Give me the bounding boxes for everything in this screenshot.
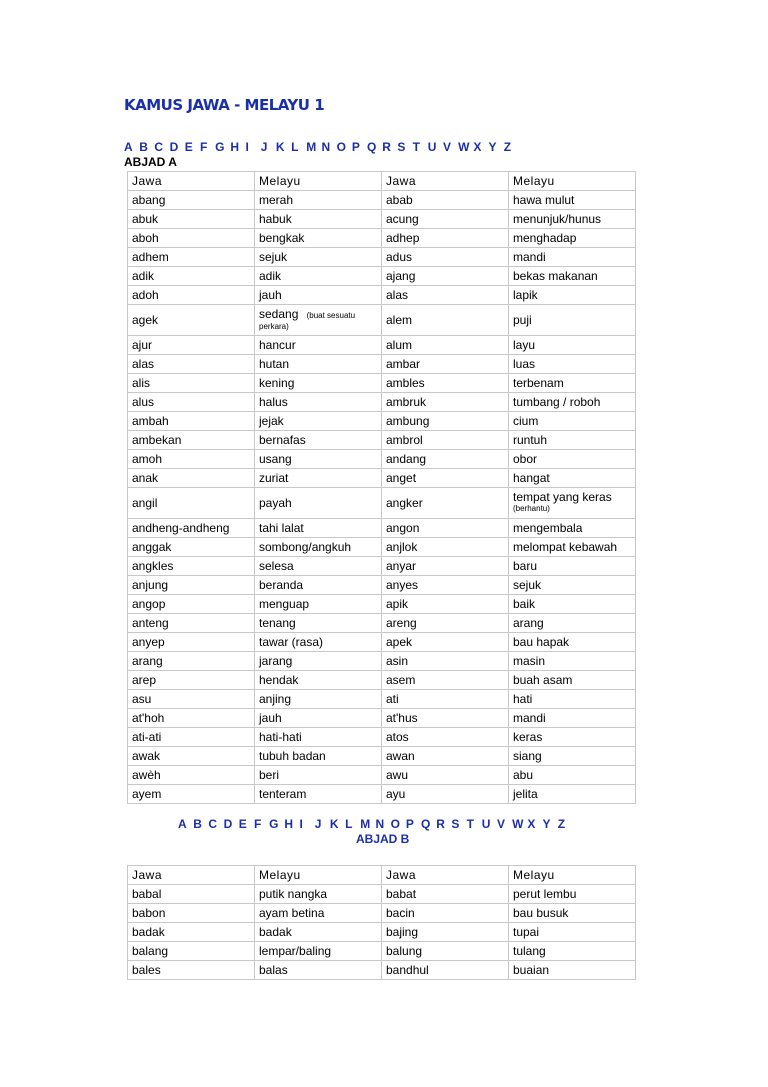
table-row: [128, 942, 636, 961]
jawa-cell: balang: [128, 942, 255, 961]
alphabet-link-s[interactable]: S: [397, 140, 406, 154]
table-row: [128, 747, 636, 766]
melayu-cell: arang: [509, 614, 636, 633]
melayu-word: tempat yang keras: [513, 490, 612, 504]
alphabet-link-i[interactable]: I: [299, 817, 303, 831]
melayu-cell: baik: [509, 595, 636, 614]
jawa-cell: anak: [128, 469, 255, 488]
melayu-cell: tawar (rasa): [255, 633, 382, 652]
table-row: [128, 728, 636, 747]
jawa-cell: asem: [382, 671, 509, 690]
melayu-cell: jejak: [255, 412, 382, 431]
alphabet-link-y[interactable]: Y: [542, 817, 551, 831]
jawa-cell: alas: [382, 286, 509, 305]
table-row: [128, 355, 636, 374]
melayu-word: sedang: [259, 306, 299, 321]
jawa-cell: acung: [382, 210, 509, 229]
alphabet-link-p[interactable]: P: [351, 140, 360, 154]
melayu-cell: sombong/angkuh: [255, 538, 382, 557]
alphabet-link-n[interactable]: N: [321, 140, 331, 154]
table-row: [128, 633, 636, 652]
alphabet-link-z[interactable]: Z: [503, 140, 512, 154]
jawa-cell: adik: [128, 267, 255, 286]
melayu-cell: keras: [509, 728, 636, 747]
melayu-cell: puji: [509, 305, 636, 336]
alphabet-link-i[interactable]: I: [245, 140, 249, 154]
jawa-cell: angker: [382, 488, 509, 519]
alphabet-link-r[interactable]: R: [436, 817, 445, 831]
table-row: [128, 885, 636, 904]
table-row: [128, 923, 636, 942]
melayu-cell: hati: [509, 690, 636, 709]
jawa-cell: abab: [382, 191, 509, 210]
jawa-cell: adus: [382, 248, 509, 267]
melayu-cell: selesa: [255, 557, 382, 576]
table-row: [128, 431, 636, 450]
melayu-cell: sejuk: [509, 576, 636, 595]
melayu-cell: putik nangka: [255, 885, 382, 904]
alphabet-link-v[interactable]: V: [442, 140, 451, 154]
melayu-cell: obor: [509, 450, 636, 469]
table-row: [128, 595, 636, 614]
section-b-heading: ABJAD B: [356, 832, 410, 846]
header-melayu-2: Melayu: [509, 172, 636, 191]
jawa-cell: bandhul: [382, 961, 509, 980]
alphabet-link-b[interactable]: B: [193, 817, 202, 831]
melayu-cell: siang: [509, 747, 636, 766]
jawa-cell: alis: [128, 374, 255, 393]
alphabet-link-u[interactable]: U: [481, 817, 491, 831]
alphabet-link-p[interactable]: P: [405, 817, 414, 831]
jawa-cell: bales: [128, 961, 255, 980]
melayu-cell: buah asam: [509, 671, 636, 690]
table-row: [128, 393, 636, 412]
jawa-cell: ambles: [382, 374, 509, 393]
jawa-cell: anyep: [128, 633, 255, 652]
jawa-cell: anyar: [382, 557, 509, 576]
table-row: [128, 709, 636, 728]
alphabet-link-h[interactable]: H: [284, 817, 293, 831]
jawa-cell: adoh: [128, 286, 255, 305]
melayu-cell: abu: [509, 766, 636, 785]
melayu-cell: mengembala: [509, 519, 636, 538]
alphabet-link-m[interactable]: M: [306, 140, 317, 154]
header-jawa-1: Jawa: [128, 172, 255, 191]
alphabet-link-t[interactable]: T: [412, 140, 420, 154]
alphabet-link-r[interactable]: R: [382, 140, 391, 154]
alphabet-link-j[interactable]: J: [260, 140, 268, 154]
jawa-cell: ajang: [382, 267, 509, 286]
melayu-cell: [509, 488, 636, 519]
table-header-row: [128, 172, 636, 191]
melayu-cell: kening: [255, 374, 382, 393]
melayu-cell: baru: [509, 557, 636, 576]
jawa-cell: agek: [128, 305, 255, 336]
jawa-cell: alem: [382, 305, 509, 336]
alphabet-link-d[interactable]: D: [223, 817, 233, 831]
table-row: [128, 267, 636, 286]
jawa-cell: ambar: [382, 355, 509, 374]
alphabet-link-k[interactable]: K: [275, 140, 285, 154]
section-a-heading: ABJAD A: [124, 155, 177, 169]
alphabet-link-q[interactable]: Q: [367, 140, 377, 154]
jawa-cell: ambekan: [128, 431, 255, 450]
melayu-cell: menghadap: [509, 229, 636, 248]
melayu-cell: mandi: [509, 709, 636, 728]
table-row: [128, 229, 636, 248]
alphabet-link-e[interactable]: E: [184, 140, 193, 154]
alphabet-link-q[interactable]: Q: [421, 817, 431, 831]
alphabet-link-e[interactable]: E: [238, 817, 247, 831]
jawa-cell: angop: [128, 595, 255, 614]
melayu-cell: usang: [255, 450, 382, 469]
melayu-cell: jauh: [255, 709, 382, 728]
melayu-cell: bernafas: [255, 431, 382, 450]
alphabet-link-h[interactable]: H: [230, 140, 239, 154]
jawa-cell: ayu: [382, 785, 509, 804]
melayu-cell: buaian: [509, 961, 636, 980]
jawa-cell: bajing: [382, 923, 509, 942]
alphabet-index-top: [124, 140, 519, 154]
table-row: [128, 191, 636, 210]
table-row: [128, 614, 636, 633]
melayu-cell: halus: [255, 393, 382, 412]
jawa-cell: at'hoh: [128, 709, 255, 728]
jawa-cell: balung: [382, 942, 509, 961]
jawa-cell: awan: [382, 747, 509, 766]
melayu-cell: tahi lalat: [255, 519, 382, 538]
jawa-cell: babon: [128, 904, 255, 923]
jawa-cell: amoh: [128, 450, 255, 469]
alphabet-link-y[interactable]: Y: [488, 140, 497, 154]
jawa-cell: ajur: [128, 336, 255, 355]
jawa-cell: ayem: [128, 785, 255, 804]
alphabet-link-z[interactable]: Z: [557, 817, 566, 831]
alphabet-link-f[interactable]: F: [253, 817, 262, 831]
jawa-cell: asu: [128, 690, 255, 709]
melayu-cell: tenang: [255, 614, 382, 633]
jawa-cell: awèh: [128, 766, 255, 785]
jawa-cell: anget: [382, 469, 509, 488]
jawa-cell: anyes: [382, 576, 509, 595]
melayu-cell: tumbang / roboh: [509, 393, 636, 412]
alphabet-link-b[interactable]: B: [139, 140, 148, 154]
jawa-cell: angil: [128, 488, 255, 519]
jawa-cell: angkles: [128, 557, 255, 576]
table-row: [128, 374, 636, 393]
table-row: [128, 519, 636, 538]
alphabet-link-g[interactable]: G: [269, 817, 279, 831]
table-row: [128, 210, 636, 229]
melayu-cell: payah: [255, 488, 382, 519]
alphabet-link-l[interactable]: L: [345, 817, 353, 831]
melayu-cell: lapik: [509, 286, 636, 305]
dictionary-table-a: [127, 171, 636, 804]
melayu-cell: hawa mulut: [509, 191, 636, 210]
melayu-cell: bau busuk: [509, 904, 636, 923]
melayu-cell: cium: [509, 412, 636, 431]
jawa-cell: alus: [128, 393, 255, 412]
jawa-cell: ati-ati: [128, 728, 255, 747]
table-row: [128, 469, 636, 488]
melayu-cell: tupai: [509, 923, 636, 942]
melayu-cell: zuriat: [255, 469, 382, 488]
melayu-cell: menunjuk/hunus: [509, 210, 636, 229]
jawa-cell: badak: [128, 923, 255, 942]
table-row: [128, 412, 636, 431]
header-melayu-1: Melayu: [255, 866, 382, 885]
melayu-cell: jarang: [255, 652, 382, 671]
jawa-cell: andang: [382, 450, 509, 469]
jawa-cell: apek: [382, 633, 509, 652]
jawa-cell: adhem: [128, 248, 255, 267]
jawa-cell: at'hus: [382, 709, 509, 728]
melayu-cell: luas: [509, 355, 636, 374]
melayu-cell: hati-hati: [255, 728, 382, 747]
melayu-cell: tenteram: [255, 785, 382, 804]
melayu-cell: mandi: [509, 248, 636, 267]
melayu-cell: beri: [255, 766, 382, 785]
melayu-cell: bengkak: [255, 229, 382, 248]
melayu-cell: balas: [255, 961, 382, 980]
melayu-cell: sejuk: [255, 248, 382, 267]
table-row: [128, 450, 636, 469]
jawa-cell: andheng-andheng: [128, 519, 255, 538]
melayu-cell: layu: [509, 336, 636, 355]
header-melayu-2: Melayu: [509, 866, 636, 885]
table-row: [128, 961, 636, 980]
usage-note: (buat sesuatu: [304, 310, 356, 320]
jawa-cell: anteng: [128, 614, 255, 633]
melayu-cell: adik: [255, 267, 382, 286]
header-jawa-1: Jawa: [128, 866, 255, 885]
melayu-cell: lempar/baling: [255, 942, 382, 961]
jawa-cell: anjlok: [382, 538, 509, 557]
table-row: [128, 488, 636, 519]
jawa-cell: babat: [382, 885, 509, 904]
table-row: [128, 671, 636, 690]
alphabet-link-w[interactable]: W: [458, 140, 470, 154]
melayu-cell: menguap: [255, 595, 382, 614]
alphabet-link-o[interactable]: O: [390, 817, 400, 831]
melayu-cell: bekas makanan: [509, 267, 636, 286]
melayu-cell: tulang: [509, 942, 636, 961]
melayu-cell: terbenam: [509, 374, 636, 393]
alphabet-link-c[interactable]: C: [208, 817, 218, 831]
alphabet-link-o[interactable]: O: [336, 140, 346, 154]
jawa-cell: arang: [128, 652, 255, 671]
jawa-cell: angon: [382, 519, 509, 538]
alphabet-link-m[interactable]: M: [360, 817, 371, 831]
jawa-cell: abuk: [128, 210, 255, 229]
melayu-cell: habuk: [255, 210, 382, 229]
alphabet-link-k[interactable]: K: [329, 817, 339, 831]
table-row: [128, 652, 636, 671]
header-jawa-2: Jawa: [382, 172, 509, 191]
alphabet-link-t[interactable]: T: [466, 817, 474, 831]
alphabet-link-a[interactable]: A: [178, 817, 187, 831]
table-row: [128, 766, 636, 785]
jawa-cell: areng: [382, 614, 509, 633]
usage-note-cont: perkara): [259, 321, 289, 331]
jawa-cell: aboh: [128, 229, 255, 248]
jawa-cell: ambrol: [382, 431, 509, 450]
melayu-cell: badak: [255, 923, 382, 942]
page-title: KAMUS JAWA - MELAYU 1: [124, 96, 325, 114]
table-row: [128, 305, 636, 336]
alphabet-link-v[interactable]: V: [496, 817, 505, 831]
melayu-cell: bau hapak: [509, 633, 636, 652]
melayu-cell: merah: [255, 191, 382, 210]
table-row: [128, 785, 636, 804]
jawa-cell: apik: [382, 595, 509, 614]
jawa-cell: awu: [382, 766, 509, 785]
melayu-cell: anjing: [255, 690, 382, 709]
melayu-cell: beranda: [255, 576, 382, 595]
melayu-cell: jauh: [255, 286, 382, 305]
table-row: [128, 336, 636, 355]
melayu-cell: runtuh: [509, 431, 636, 450]
melayu-cell: [255, 305, 382, 336]
jawa-cell: arep: [128, 671, 255, 690]
alphabet-link-d[interactable]: D: [169, 140, 179, 154]
alphabet-link-x[interactable]: X: [473, 140, 482, 154]
melayu-cell: hendak: [255, 671, 382, 690]
jawa-cell: adhep: [382, 229, 509, 248]
alphabet-link-x[interactable]: X: [527, 817, 536, 831]
jawa-cell: anggak: [128, 538, 255, 557]
alphabet-link-a[interactable]: A: [124, 140, 133, 154]
alphabet-link-g[interactable]: G: [215, 140, 225, 154]
melayu-cell: hangat: [509, 469, 636, 488]
melayu-cell: melompat kebawah: [509, 538, 636, 557]
alphabet-link-c[interactable]: C: [154, 140, 164, 154]
table-row: [128, 904, 636, 923]
melayu-cell: hancur: [255, 336, 382, 355]
usage-note: (berhantu): [513, 504, 550, 513]
table-row: [128, 538, 636, 557]
jawa-cell: alas: [128, 355, 255, 374]
melayu-cell: jelita: [509, 785, 636, 804]
header-melayu-1: Melayu: [255, 172, 382, 191]
header-jawa-2: Jawa: [382, 866, 509, 885]
alphabet-link-j[interactable]: J: [314, 817, 322, 831]
table-row: [128, 576, 636, 595]
alphabet-link-w[interactable]: W: [512, 817, 524, 831]
jawa-cell: asin: [382, 652, 509, 671]
table-header-row: [128, 866, 636, 885]
table-row: [128, 248, 636, 267]
jawa-cell: ambruk: [382, 393, 509, 412]
table-row: [128, 690, 636, 709]
alphabet-link-s[interactable]: S: [451, 817, 460, 831]
jawa-cell: alum: [382, 336, 509, 355]
jawa-cell: atos: [382, 728, 509, 747]
jawa-cell: anjung: [128, 576, 255, 595]
melayu-cell: ayam betina: [255, 904, 382, 923]
melayu-cell: perut lembu: [509, 885, 636, 904]
jawa-cell: ati: [382, 690, 509, 709]
alphabet-link-n[interactable]: N: [375, 817, 385, 831]
alphabet-index-bottom: [178, 817, 573, 831]
table-row: [128, 557, 636, 576]
jawa-cell: babal: [128, 885, 255, 904]
jawa-cell: ambung: [382, 412, 509, 431]
melayu-cell: hutan: [255, 355, 382, 374]
jawa-cell: ambah: [128, 412, 255, 431]
jawa-cell: awak: [128, 747, 255, 766]
alphabet-link-u[interactable]: U: [427, 140, 437, 154]
jawa-cell: bacin: [382, 904, 509, 923]
dictionary-table-b: [127, 865, 636, 980]
jawa-cell: abang: [128, 191, 255, 210]
melayu-cell: tubuh badan: [255, 747, 382, 766]
melayu-cell: masin: [509, 652, 636, 671]
alphabet-link-l[interactable]: L: [291, 140, 299, 154]
alphabet-link-f[interactable]: F: [199, 140, 208, 154]
table-row: [128, 286, 636, 305]
